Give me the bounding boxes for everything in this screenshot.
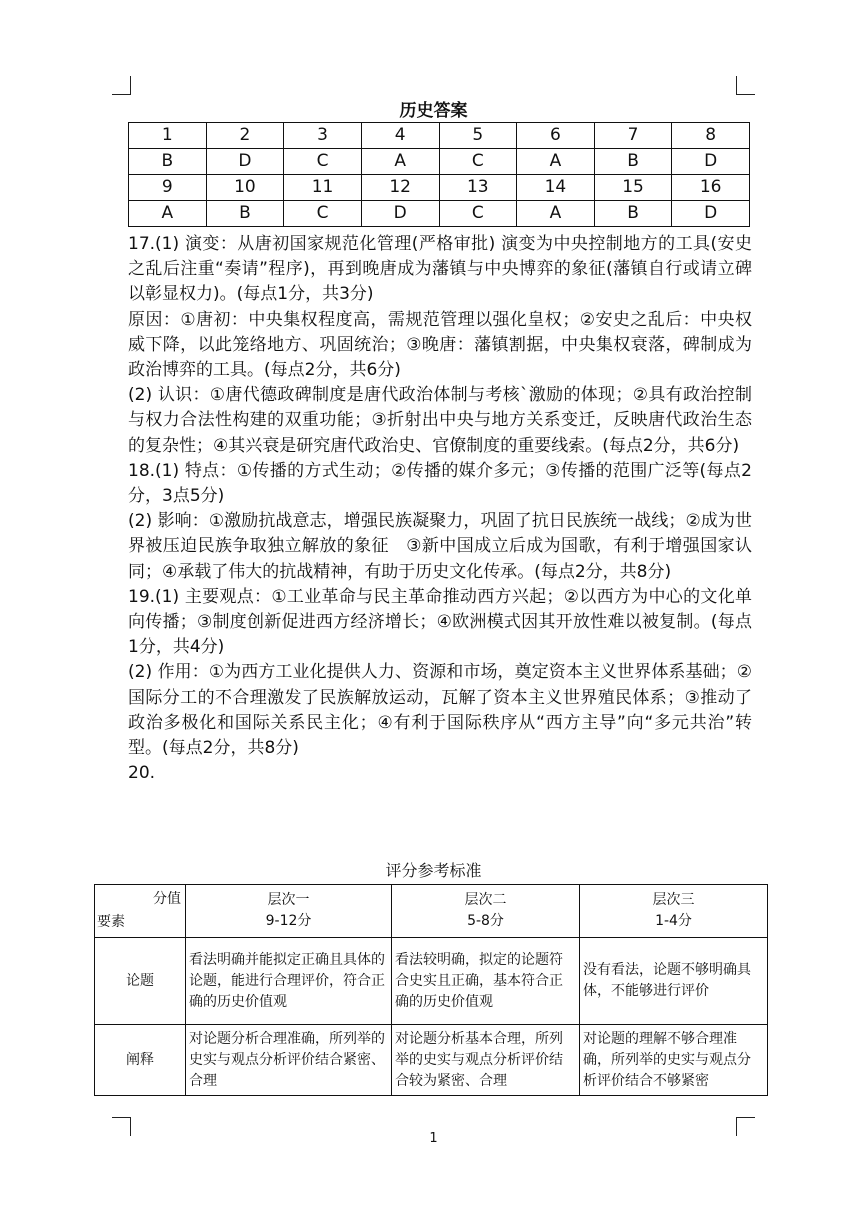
question-number-cell: 2: [206, 123, 284, 149]
paragraph-18-1: 18.(1) 特点：①传播的方式生动；②传播的媒介多元；③传播的范围广泛等(每点2分，3点5分): [128, 460, 752, 507]
answer-cell: D: [672, 149, 750, 175]
crop-mark-top-left: [112, 76, 131, 95]
rubric-cell: 对论题的理解不够合理准确，所列举的史实与观点分析评价结合不够紧密: [580, 1025, 768, 1096]
answer-cell: C: [439, 149, 517, 175]
page-number: 1: [429, 1131, 438, 1146]
answer-cell: B: [206, 201, 284, 227]
level-range: 5-8分: [467, 913, 504, 929]
question-number-cell: 12: [361, 175, 439, 201]
level-range: 1-4分: [655, 913, 692, 929]
rubric-corner-cell: [95, 885, 185, 937]
answer-row: [129, 201, 750, 227]
paragraph-17-1: 17.(1) 演变：从唐初国家规范化管理(严格审批) 演变为中央控制地方的工具(安史之乱后注重“奏请”程序)，再到晚唐成为藩镇与中央博弈的象征(藩镇自行或请立碑以彰显权力)。(每点1分，共3分): [128, 234, 752, 305]
question-number-cell: 4: [361, 123, 439, 149]
rubric-table: [94, 884, 768, 1096]
corner-score-label: 分值: [153, 891, 181, 907]
question-number-row: [129, 123, 750, 149]
rubric-row-thesis: [95, 938, 768, 1025]
paragraph-18-2: (2) 影响：①激励抗战意志，增强民族凝聚力，巩固了抗日民族统一战线；②成为世界被压迫民族争取独立解放的象征 ③新中国成立后成为国歌，有利于增强国家认同；④承载了伟大的抗战精神，有助于历史文化传承。(每点2分，共8分): [128, 511, 752, 582]
paragraph-19-1: 19.(1) 主要观点：①工业革命与民主革命推动西方兴起；②以西方为中心的文化单向传播；③制度创新促进西方经济增长；④欧洲模式因其开放性难以被复制。(每点1分，共4分): [128, 586, 752, 658]
rubric-element: 阐释: [95, 1025, 186, 1096]
paragraph-17-reasons: 原因：①唐初：中央集权程度高，需规范管理以强化皇权；②安史之乱后：中央权威下降，以此笼络地方、巩固统治；③晚唐：藩镇割据，中央集权衰落，碑制成为政治博弈的工具。(每点2分，共6分): [128, 309, 752, 381]
question-number-cell: 6: [517, 123, 595, 149]
question-number-cell: 15: [594, 175, 672, 201]
level-header-2: [392, 885, 580, 938]
rubric-row-explanation: [95, 1025, 768, 1096]
answer-cell: D: [206, 149, 284, 175]
rubric-cell: 没有看法，论题不够明确具体，不能够进行评价: [580, 938, 768, 1025]
answer-cell: C: [284, 201, 362, 227]
question-number-cell: 13: [439, 175, 517, 201]
rubric-cell: 对论题分析合理准确，所列举的史实与观点分析评价结合紧密、合理: [186, 1025, 392, 1096]
page-title: 历史答案: [399, 101, 468, 121]
crop-mark-top-right: [736, 76, 755, 95]
corner-element-label: 要素: [97, 914, 125, 930]
question-number-cell: 1: [129, 123, 207, 149]
level-range: 9-12分: [265, 913, 312, 929]
answer-cell: C: [439, 201, 517, 227]
rubric-cell: 看法明确并能拟定正确且具体的论题，能进行合理评价，符合正确的历史价值观: [186, 938, 392, 1025]
answer-cell: C: [284, 149, 362, 175]
answer-row: [129, 149, 750, 175]
level-name: 层次一: [267, 892, 310, 908]
question-number-cell: 3: [284, 123, 362, 149]
answer-cell: A: [129, 201, 207, 227]
level-header-1: [186, 885, 392, 938]
level-name: 层次二: [464, 892, 507, 908]
question-number-cell: 11: [284, 175, 362, 201]
question-number-cell: 7: [594, 123, 672, 149]
paragraph-20: 20.: [128, 763, 156, 784]
answer-cell: B: [129, 149, 207, 175]
answer-cell: B: [594, 201, 672, 227]
rubric-header-row: [95, 885, 768, 938]
rubric-subtitle: 评分参考标准: [385, 861, 482, 880]
answer-cell: D: [361, 201, 439, 227]
answer-cell: A: [517, 149, 595, 175]
answer-table: [128, 122, 750, 227]
rubric-cell: 对论题分析基本合理，所列举的史实与观点分析评价结合较为紧密、合理: [392, 1025, 580, 1096]
answer-body: [128, 232, 752, 786]
paragraph-19-2: (2) 作用：①为西方工业化提供人力、资源和市场，奠定资本主义世界体系基础；②国际分工的不合理激发了民族解放运动，瓦解了资本主义世界殖民体系；③推动了政治多极化和国际关系民主化；④有利于国际秩序从“西方主导”向“多元共治”转型。(每点2分，共8分): [128, 662, 752, 759]
answer-cell: B: [594, 149, 672, 175]
rubric-cell: 看法较明确，拟定的论题符合史实且正确，基本符合正确的历史价值观: [392, 938, 580, 1025]
question-number-cell: 16: [672, 175, 750, 201]
answer-cell: A: [517, 201, 595, 227]
question-number-cell: 10: [206, 175, 284, 201]
level-name: 层次三: [652, 892, 695, 908]
level-header-3: [580, 885, 768, 938]
paragraph-17-2: (2) 认识：①唐代德政碑制度是唐代政治体制与考核`激励的体现；②具有政治控制与权力合法性构建的双重功能；③折射出中央与地方关系变迁，反映唐代政治生态的复杂性；④其兴衰是研究唐代政治史、官僚制度的重要线索。(每点2分，共6分): [128, 385, 752, 456]
answer-cell: D: [672, 201, 750, 227]
answer-cell: A: [361, 149, 439, 175]
question-number-cell: 14: [517, 175, 595, 201]
question-number-cell: 9: [129, 175, 207, 201]
question-number-row: [129, 175, 750, 201]
question-number-cell: 5: [439, 123, 517, 149]
rubric-element: 论题: [95, 938, 186, 1025]
question-number-cell: 8: [672, 123, 750, 149]
